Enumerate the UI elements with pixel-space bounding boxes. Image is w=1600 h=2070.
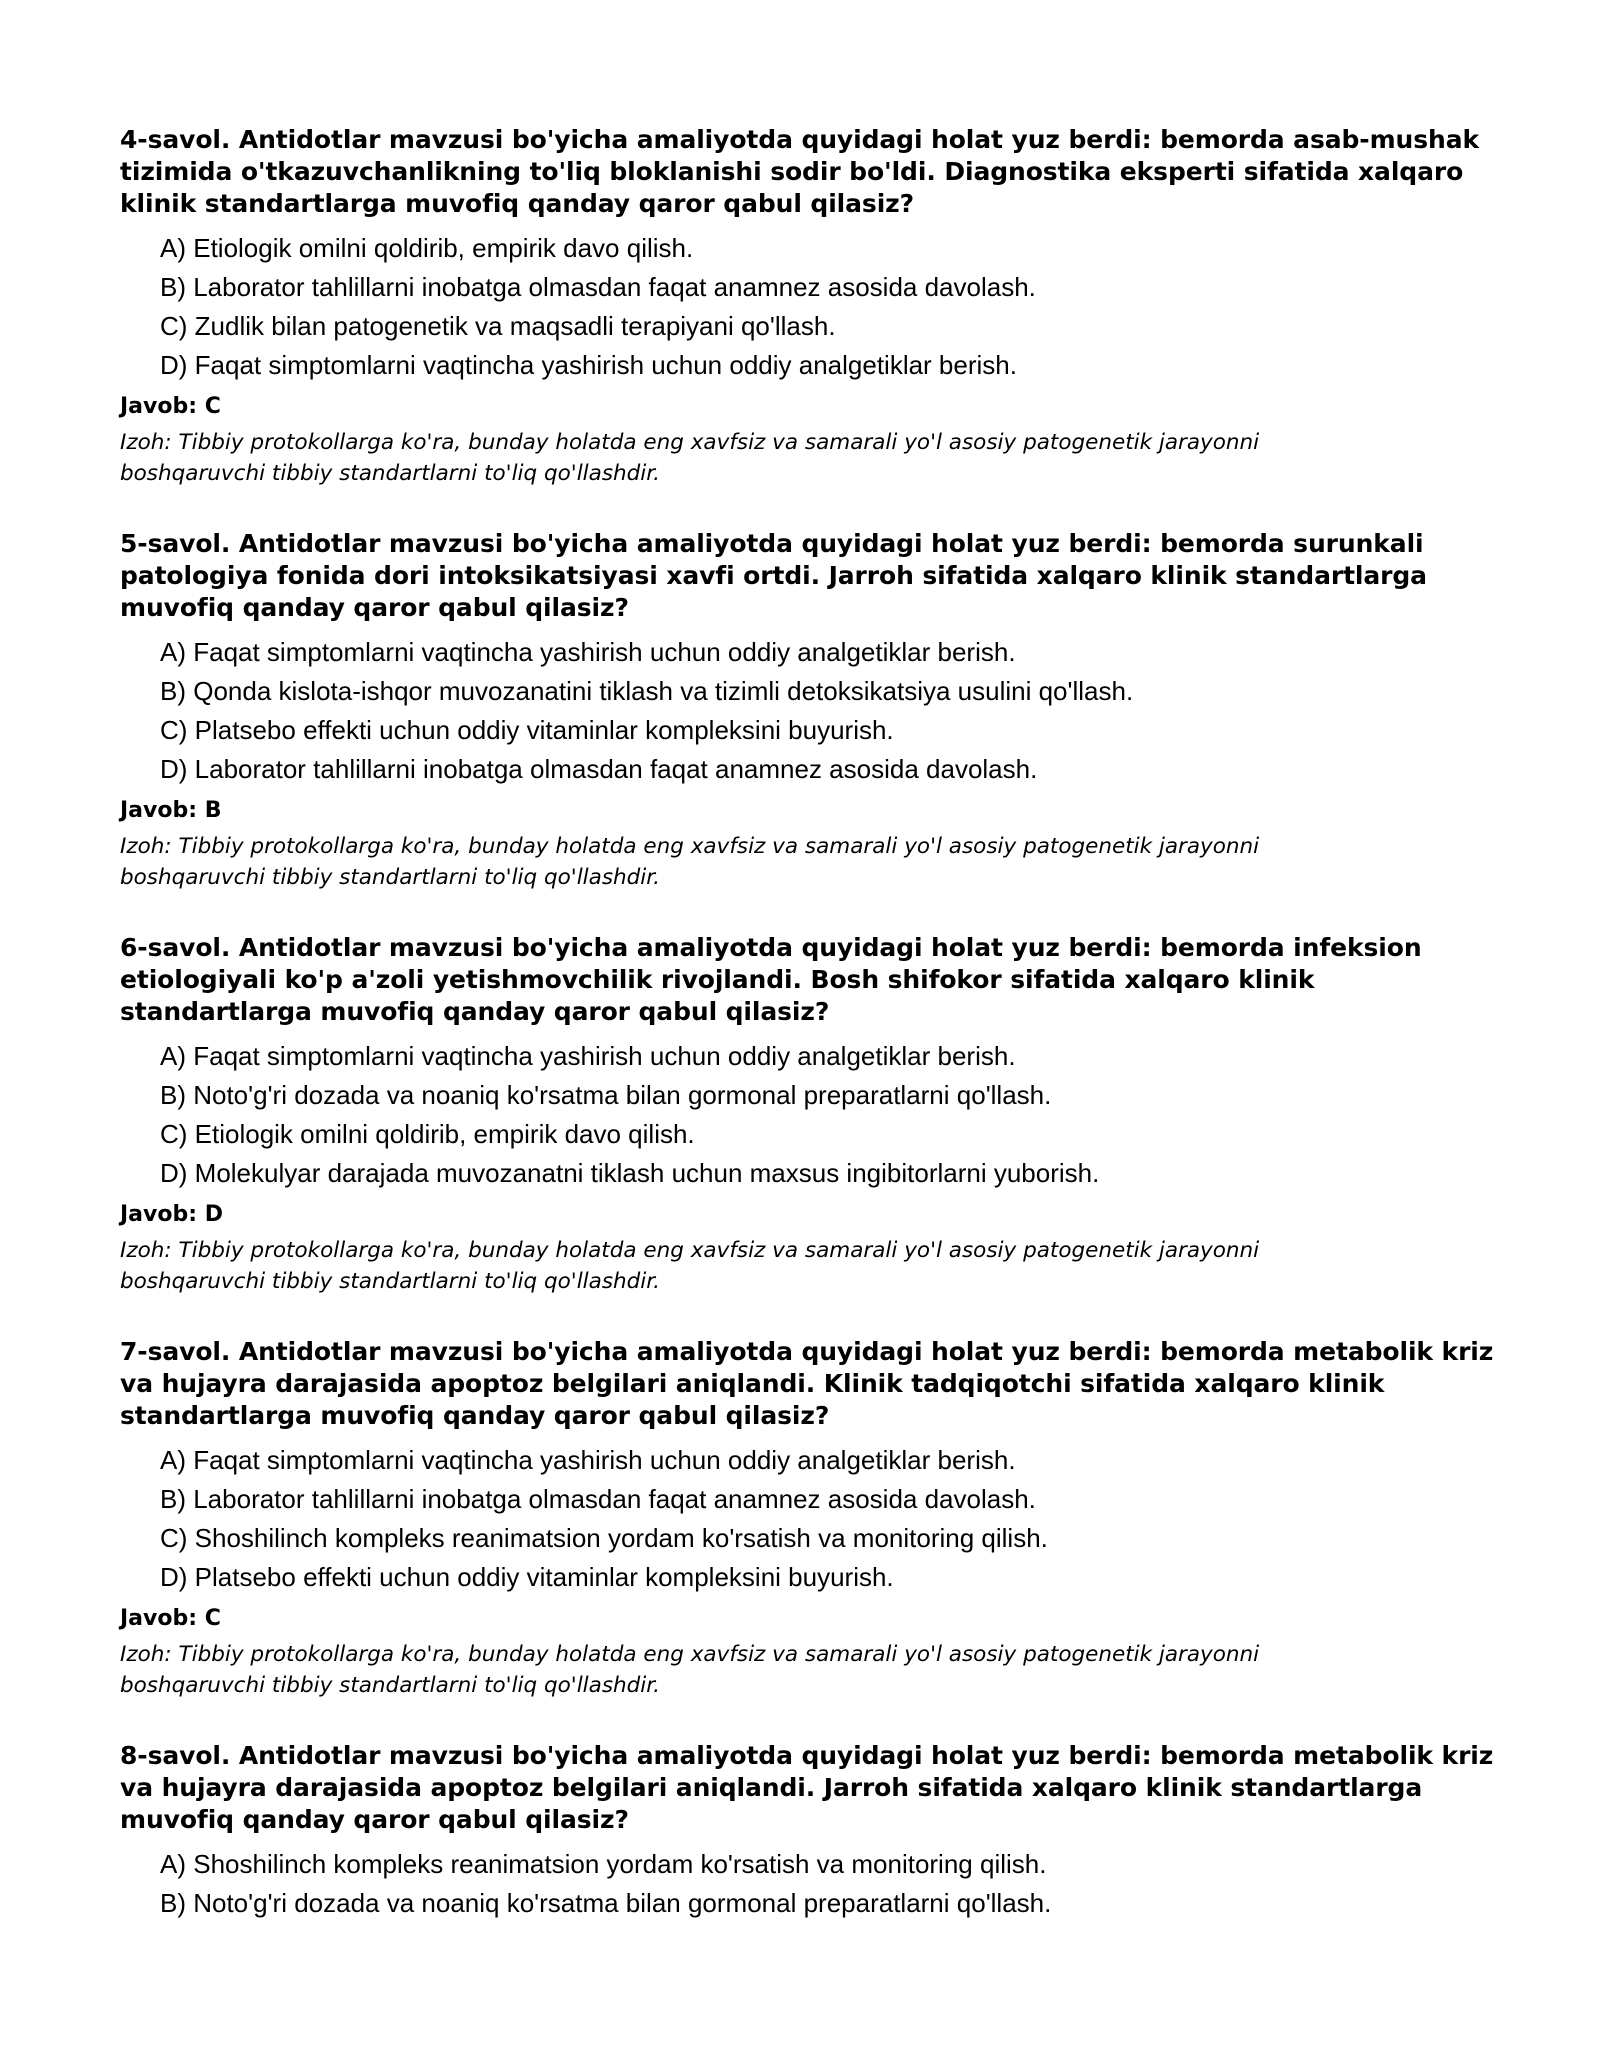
option-list [160, 229, 1500, 385]
question-block [120, 932, 1500, 1297]
question-block [120, 528, 1500, 893]
answer-label: Javob: D [120, 1202, 223, 1227]
option-b: B) Noto'g'ri dozada va noaniq ko'rsatma bilan gormonal preparatlarni qo'llash. [160, 1080, 1052, 1110]
option-a: A) Etiologik omilni qoldirib, empirik davo qilish. [160, 233, 694, 263]
question-title: 7-savol. Antidotlar mavzusi bo'yicha amaliyotda quyidagi holat yuz berdi: bemorda metabolik kriz va hujayra darajasida apoptoz belgilari aniqlandi. Klinik tadqiqotchi sifatida xalqaro klinik standartlarga muvofiq qanday qaror qabul qilasiz? [120, 1337, 1494, 1430]
option-d: D) Faqat simptomlarni vaqtincha yashirish uchun oddiy analgetiklar berish. [160, 350, 1017, 380]
option-a: A) Shoshilinch kompleks reanimatsion yordam ko'rsatish va monitoring qilish. [160, 1849, 1047, 1879]
question-block [120, 124, 1500, 489]
question-title: 5-savol. Antidotlar mavzusi bo'yicha amaliyotda quyidagi holat yuz berdi: bemorda surunkali patologiya fonida dori intoksikatsiyasi xavfi ortdi. Jarroh sifatida xalqaro klinik standartlarga muvofiq qanday qaror qabul qilasiz? [120, 529, 1427, 622]
option-c: C) Etiologik omilni qoldirib, empirik davo qilish. [160, 1119, 695, 1149]
option-c: C) Zudlik bilan patogenetik va maqsadli terapiyani qo'llash. [160, 311, 836, 341]
question-title: 8-savol. Antidotlar mavzusi bo'yicha amaliyotda quyidagi holat yuz berdi: bemorda metabolik kriz va hujayra darajasida apoptoz belgilari aniqlandi. Jarroh sifatida xalqaro klinik standartlarga muvofiq qanday qaror qabul qilasiz? [120, 1741, 1494, 1834]
option-c: C) Shoshilinch kompleks reanimatsion yordam ko'rsatish va monitoring qilish. [160, 1523, 1048, 1553]
option-d: D) Molekulyar darajada muvozanatni tiklash uchun maxsus ingibitorlarni yuborish. [160, 1158, 1100, 1188]
document-page [120, 124, 1500, 1962]
explanation-note: Izoh: Tibbiy protokollarga ko'ra, bunday holatda eng xavfsiz va samarali yo'l asosiy patogenetik jarayonni boshqaruvchi tibbiy standartlarni to'liq qo'llashdir. [120, 1238, 1260, 1294]
explanation-note: Izoh: Tibbiy protokollarga ko'ra, bunday holatda eng xavfsiz va samarali yo'l asosiy patogenetik jarayonni boshqaruvchi tibbiy standartlarni to'liq qo'llashdir. [120, 1642, 1260, 1698]
option-list [160, 1037, 1500, 1193]
question-block [120, 1336, 1500, 1701]
option-a: A) Faqat simptomlarni vaqtincha yashirish uchun oddiy analgetiklar berish. [160, 1445, 1016, 1475]
option-d: D) Platsebo effekti uchun oddiy vitaminlar kompleksini buyurish. [160, 1562, 894, 1592]
question-title: 4-savol. Antidotlar mavzusi bo'yicha amaliyotda quyidagi holat yuz berdi: bemorda asab-mushak tizimida o'tkazuvchanlikning to'liq bloklanishi sodir bo'ldi. Diagnostika eksperti sifatida xalqaro klinik standartlarga muvofiq qanday qaror qabul qilasiz? [120, 125, 1479, 218]
answer-label: Javob: B [120, 798, 222, 823]
option-c: C) Platsebo effekti uchun oddiy vitaminlar kompleksini buyurish. [160, 715, 894, 745]
option-b: B) Laborator tahlillarni inobatga olmasdan faqat anamnez asosida davolash. [160, 272, 1036, 302]
option-d: D) Laborator tahlillarni inobatga olmasdan faqat anamnez asosida davolash. [160, 754, 1038, 784]
option-b: B) Qonda kislota-ishqor muvozanatini tiklash va tizimli detoksikatsiya usulini qo'llash. [160, 676, 1134, 706]
option-list [160, 1441, 1500, 1597]
answer-label: Javob: C [120, 394, 221, 419]
question-title: 6-savol. Antidotlar mavzusi bo'yicha amaliyotda quyidagi holat yuz berdi: bemorda infeksion etiologiyali ko'p a'zoli yetishmovchilik rivojlandi. Bosh shifokor sifatida xalqaro klinik standartlarga muvofiq qanday qaror qabul qilasiz? [120, 933, 1422, 1026]
explanation-note: Izoh: Tibbiy protokollarga ko'ra, bunday holatda eng xavfsiz va samarali yo'l asosiy patogenetik jarayonni boshqaruvchi tibbiy standartlarni to'liq qo'llashdir. [120, 834, 1260, 890]
option-b: B) Noto'g'ri dozada va noaniq ko'rsatma bilan gormonal preparatlarni qo'llash. [160, 1888, 1052, 1918]
explanation-note: Izoh: Tibbiy protokollarga ko'ra, bunday holatda eng xavfsiz va samarali yo'l asosiy patogenetik jarayonni boshqaruvchi tibbiy standartlarni to'liq qo'llashdir. [120, 430, 1260, 486]
option-list [160, 633, 1500, 789]
answer-label: Javob: C [120, 1606, 221, 1631]
option-b: B) Laborator tahlillarni inobatga olmasdan faqat anamnez asosida davolash. [160, 1484, 1036, 1514]
option-list [160, 1845, 1500, 1923]
option-a: A) Faqat simptomlarni vaqtincha yashirish uchun oddiy analgetiklar berish. [160, 1041, 1016, 1071]
option-a: A) Faqat simptomlarni vaqtincha yashirish uchun oddiy analgetiklar berish. [160, 637, 1016, 667]
question-block [120, 1740, 1500, 1923]
